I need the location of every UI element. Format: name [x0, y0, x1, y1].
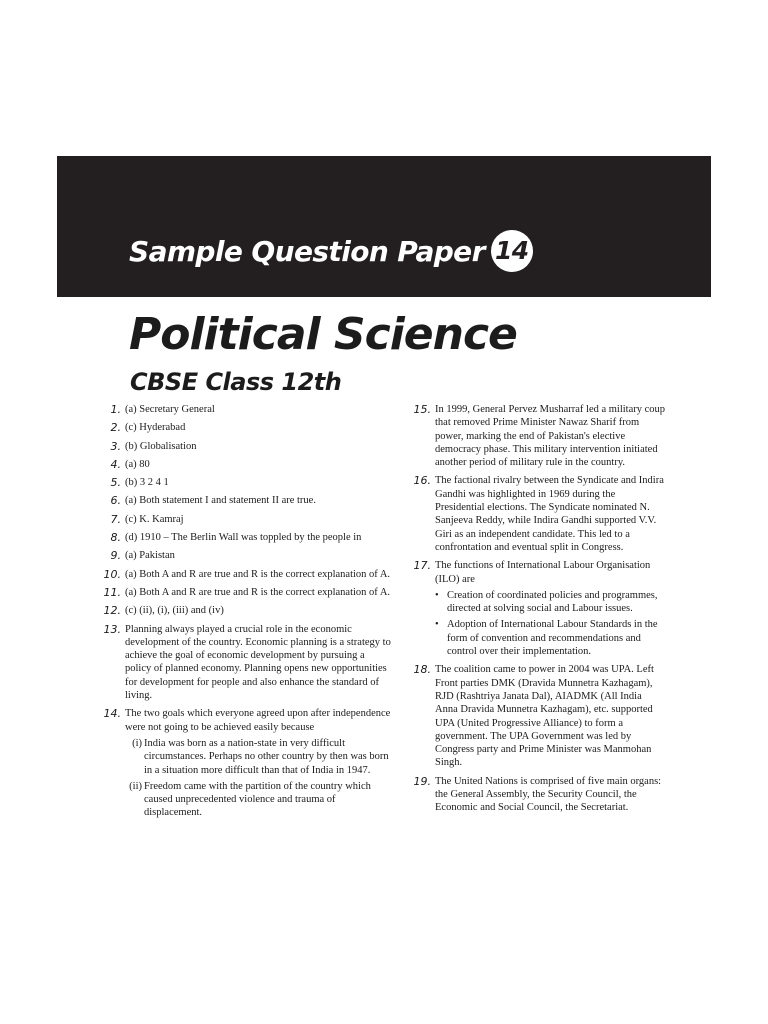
- answer-item: [408, 663, 666, 769]
- answer-item: [98, 513, 393, 526]
- answer-text: The coalition came to power in 2004 was UPA. Left Front parties DMK (Dravida Munnetra Kazhagam), RJD (Rashtriya Janata Dal), AIADMK (All India Anna Dravida Munnetra Kazhagam), etc. supported UPA (United Progressive Alliance) to form a government. The UPA Government was led by Congress party and Prime Minister was Manmohan Singh.: [435, 664, 654, 769]
- bullet-mark: •: [435, 589, 439, 601]
- answer-text: (a) Secretary General: [125, 404, 215, 415]
- answer-text: Planning always played a crucial role in the economic development of the country. Economic planning is a strategy to achieve the goal of economic development by pursuing a policy of planned economy. Planning opens new opportunities for development for people and also enhance the standard of living.: [125, 623, 391, 702]
- class-title: CBSE Class 12th: [130, 368, 342, 396]
- answer-text: (a) Both A and R are true and R is the correct explanation of A.: [125, 586, 391, 598]
- answer-item: [98, 458, 393, 471]
- bullet-point: [435, 618, 666, 658]
- answer-item: [98, 604, 393, 617]
- sub-point: [125, 780, 393, 820]
- answer-number: 12.: [103, 604, 121, 618]
- answer-item: [408, 775, 666, 815]
- answer-number: 16.: [413, 474, 431, 488]
- answer-item: [98, 623, 393, 703]
- bullet-mark: •: [435, 619, 439, 631]
- answer-item: [98, 568, 393, 581]
- bullet-text: Creation of coordinated policies and programmes, directed at solving social and Labour issues.: [447, 589, 658, 615]
- answer-item: [98, 586, 393, 599]
- answer-item: [98, 707, 393, 819]
- answer-item: [98, 421, 393, 434]
- answer-number: 1.: [110, 403, 121, 416]
- answer-text: (b) 3 2 4 1: [125, 477, 169, 489]
- answer-number: 10.: [103, 567, 121, 581]
- paper-number-badge: 14: [491, 230, 533, 272]
- answer-number: 8.: [110, 531, 121, 545]
- answer-text: The United Nations is comprised of five main organs: the General Assembly, the Security Council, the Economic and Social Council, the Secretariat.: [435, 775, 662, 814]
- answer-text: (c) Hyderabad: [125, 422, 186, 434]
- answer-item: [98, 476, 393, 489]
- answer-number: 15.: [413, 403, 431, 416]
- answer-number: 18.: [413, 663, 431, 677]
- answer-item: [98, 549, 393, 562]
- answer-text: The two goals which everyone agreed upon after independence were not going to be achieved easily because: [125, 708, 391, 733]
- answer-text: (a) 80: [125, 458, 150, 470]
- answer-number: 17.: [413, 559, 431, 573]
- subject-title: Political Science: [129, 309, 517, 360]
- banner-title-text: Sample Question Paper: [129, 235, 485, 268]
- answer-number: 5.: [110, 476, 121, 490]
- answer-number: 14.: [103, 707, 121, 721]
- sub-point-mark: (i): [132, 737, 142, 749]
- header-banner: [57, 156, 711, 297]
- answer-number: 11.: [103, 585, 121, 599]
- right-answer-column: [408, 403, 666, 820]
- sub-point-mark: (ii): [129, 780, 142, 792]
- banner-title: [129, 232, 533, 274]
- answer-text: The functions of International Labour Organisation (ILO) are: [435, 560, 651, 585]
- answer-item: [98, 440, 393, 453]
- answer-text: (a) Pakistan: [125, 550, 175, 562]
- sub-point-text: Freedom came with the partition of the country which caused unprecedented violence and trauma of displacement.: [144, 780, 371, 819]
- answer-text: (a) Both A and R are true and R is the correct explanation of A.: [125, 568, 391, 580]
- answer-number: 13.: [103, 622, 121, 636]
- left-answer-column: [98, 403, 393, 825]
- answer-text: (c) K. Kamraj: [125, 513, 184, 525]
- bullet-point: [435, 589, 666, 616]
- answer-item: [408, 474, 666, 554]
- answer-text: In 1999, General Pervez Musharraf led a military coup that removed Prime Minister Nawaz Sharif from power, marking the end of Pakistan's elective democracy phase. This military intervention initiated another period of military rule in the country.: [435, 404, 666, 469]
- answer-number: 2.: [110, 421, 121, 435]
- answer-item: [98, 494, 393, 507]
- answer-item: [98, 531, 393, 544]
- sub-point: [125, 737, 393, 777]
- answer-number: 6.: [110, 494, 121, 508]
- bullet-text: Adoption of International Labour Standards in the form of convention and recommendations and control over their implementation.: [447, 619, 658, 658]
- answer-item: [408, 403, 666, 469]
- answer-item: [98, 403, 393, 416]
- answer-number: 3.: [110, 439, 121, 453]
- answer-number: 7.: [110, 512, 121, 526]
- answer-text: (c) (ii), (i), (iii) and (iv): [125, 605, 224, 617]
- answer-text: (a) Both statement I and statement II are true.: [125, 495, 316, 507]
- answer-text: (b) Globalisation: [125, 440, 197, 452]
- answer-number: 4.: [110, 457, 121, 471]
- sub-point-text: India was born as a nation-state in very difficult circumstances. Perhaps no other country by then was born in a situation more difficult than that of India in 1947.: [144, 737, 389, 776]
- answer-number: 9.: [110, 549, 121, 563]
- answer-number: 19.: [413, 774, 431, 788]
- answer-item: [408, 559, 666, 658]
- answer-text: (d) 1910 – The Berlin Wall was toppled by the people in: [125, 532, 362, 544]
- answer-text: The factional rivalry between the Syndicate and Indira Gandhi was highlighted in 1969 during the Presidential elections. The Syndicate nominated N. Sanjeeva Reddy, while Indira Gandhi supported V.V. Giri as an independent candidate. This led to a confrontation and eventual split in Congress.: [435, 475, 664, 553]
